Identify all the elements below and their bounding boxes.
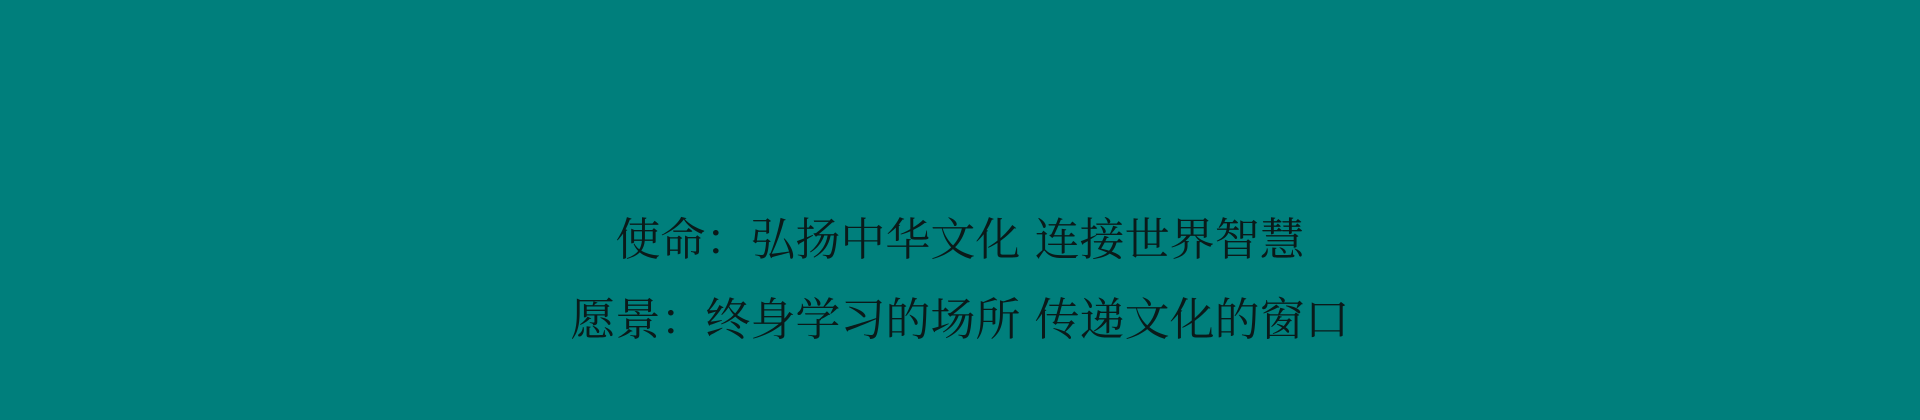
- mission-label: 使命: [615, 213, 706, 266]
- vision-label: 愿景: [570, 293, 661, 346]
- statement-block: [0, 200, 1920, 360]
- vision-statement: [0, 280, 1920, 360]
- mission-separator: ：: [705, 213, 751, 266]
- mission-text: 弘扬中华文化 连接世界智慧: [750, 213, 1305, 266]
- mission-statement: [0, 200, 1920, 280]
- vision-separator: ：: [660, 293, 706, 346]
- vision-text: 终身学习的场所 传递文化的窗口: [705, 293, 1350, 346]
